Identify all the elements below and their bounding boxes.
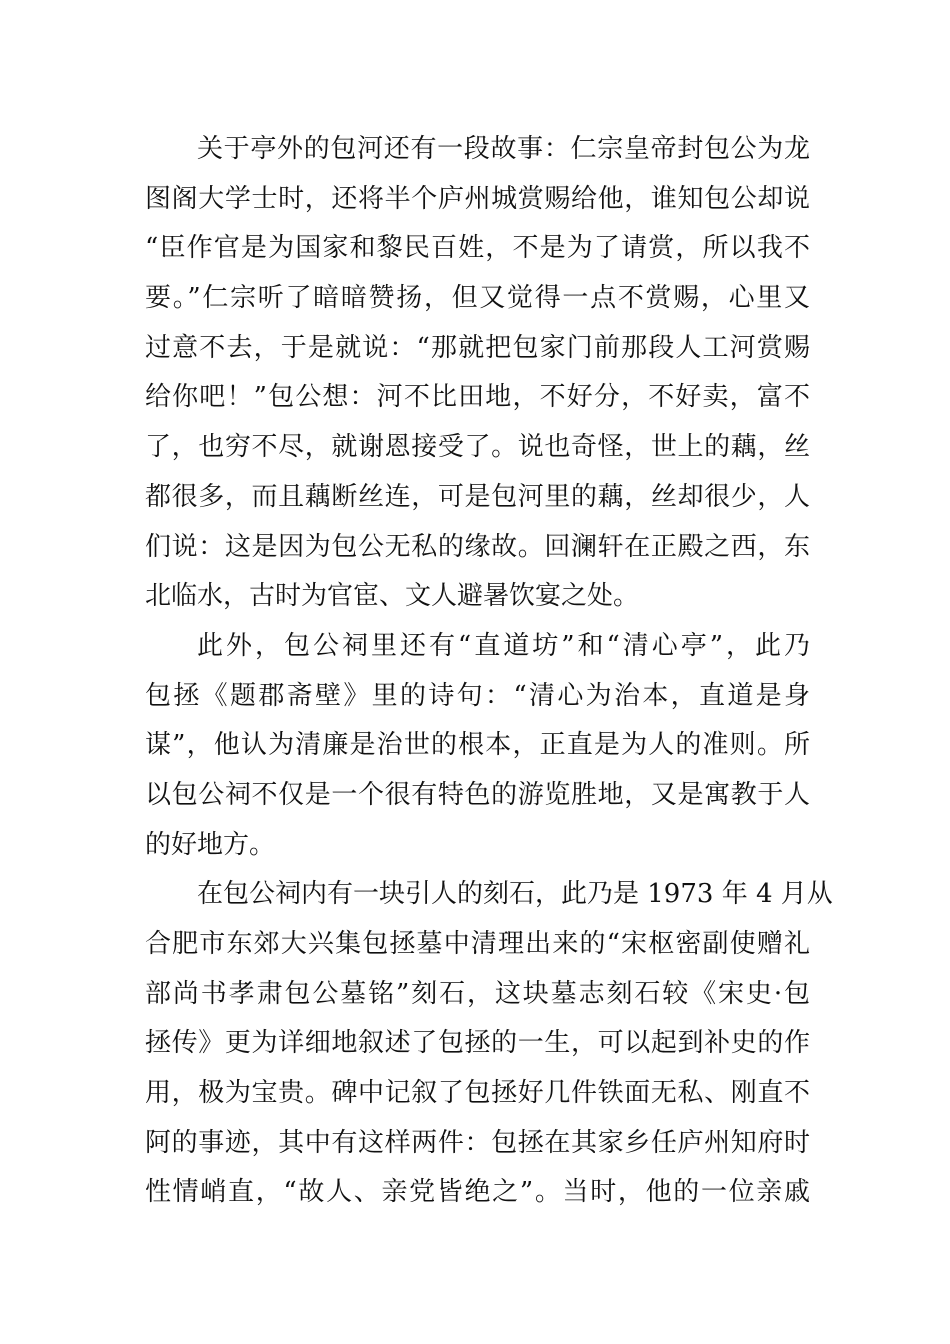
paragraph-3-line-6: 阿的事迹，其中有这样两件：包拯在其家乡任庐州知府时 [145, 1127, 810, 1158]
paragraph-1-line-2: 图阁大学士时，还将半个庐州城赏赐给他，谁知包公却说 [145, 183, 810, 214]
paragraph-3-line-3: 部尚书孝肃包公墓铭”刻石，这块墓志刻石较《宋史·包 [145, 978, 810, 1009]
paragraph-3-line-7: 性情峭直，“故人、亲党皆绝之”。当时，他的一位亲戚 [145, 1177, 810, 1208]
paragraph-1-line-9: 们说：这是因为包公无私的缘故。回澜轩在正殿之西，东 [145, 531, 810, 562]
paragraph-1-line-1: 关于亭外的包河还有一段故事：仁宗皇帝封包公为龙 [197, 134, 810, 164]
paragraph-1-line-5: 过意不去，于是就说：“那就把包家门前那段人工河赏赐 [145, 332, 810, 363]
paragraph-1-line-6: 给你吧！”包公想：河不比田地，不好分，不好卖，富不 [145, 382, 810, 413]
paragraph-1-line-10: 北临水，古时为官宦、文人避暑饮宴之处。 [145, 581, 640, 612]
body-text [145, 125, 833, 1218]
paragraph-2-line-2: 包拯《题郡斋壁》里的诗句：“清心为治本，直道是身 [145, 680, 810, 711]
paragraph-1-line-7: 了，也穷不尽，就谢恩接受了。说也奇怪，世上的藕，丝 [145, 432, 810, 463]
paragraph-2-line-3: 谋”，他认为清廉是治世的根本，正直是为人的准则。所 [145, 730, 810, 761]
paragraph-1-line-8: 都很多，而且藕断丝连，可是包河里的藕，丝却很少，人 [145, 481, 810, 512]
paragraph-1-line-3: “臣作官是为国家和黎民百姓，不是为了请赏，所以我不 [145, 233, 810, 264]
paragraph-2-line-5: 的好地方。 [145, 829, 276, 860]
paragraph-2-line-4: 以包公祠不仅是一个很有特色的游览胜地，又是寓教于人 [145, 779, 810, 810]
paragraph-3-line-1: 在包公祠内有一块引人的刻石，此乃是 1973 年 4 月从 [197, 879, 833, 910]
paragraph-3-line-5: 用，极为宝贵。碑中记叙了包拯好几件铁面无私、刚直不 [145, 1078, 810, 1109]
paragraph-3-line-4: 拯传》更为详细地叙述了包拯的一生，可以起到补史的作 [145, 1028, 810, 1059]
paragraph-1-line-4: 要。”仁宗听了暗暗赞扬，但又觉得一点不赏赐，心里又 [145, 283, 810, 314]
paragraph-3-line-2: 合肥市东郊大兴集包拯墓中清理出来的“宋枢密副使赠礼 [145, 929, 810, 959]
paragraph-2-line-1: 此外，包公祠里还有“直道坊”和“清心亭”，此乃 [197, 630, 810, 661]
